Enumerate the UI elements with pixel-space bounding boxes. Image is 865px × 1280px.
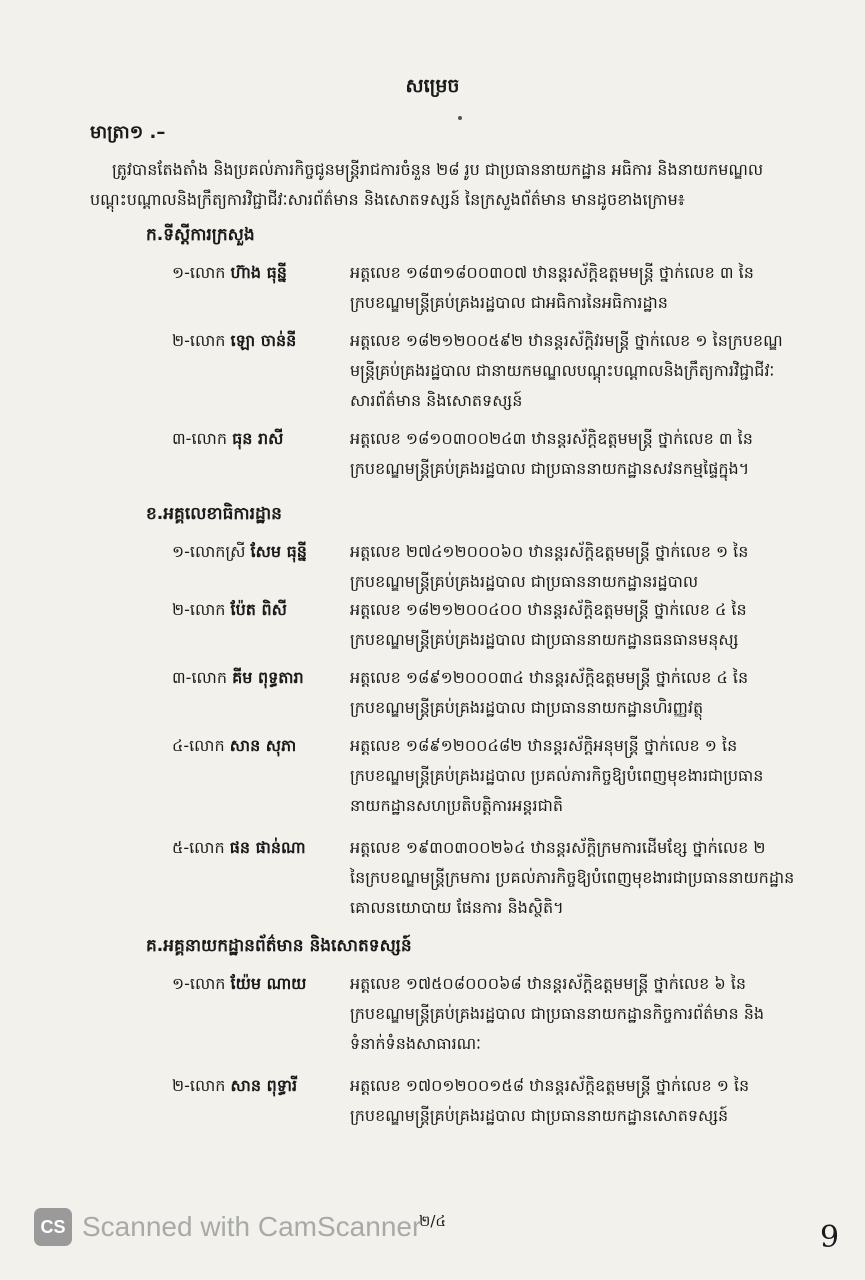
- camscanner-logo-icon: CS: [34, 1208, 72, 1246]
- description-line: ក្របខណ្ឌមន្ត្រីគ្រប់គ្រងរដ្ឋបាល ជាអធិការនៃអធិការដ្ឋាន: [350, 293, 668, 312]
- page-number: ២/៤: [418, 1212, 447, 1230]
- appointment-description: [350, 537, 812, 597]
- person-fullname: ឡោ ចាន់នី: [230, 331, 297, 350]
- section-heading: ខ.អគ្គលេខាធិការដ្ឋាន: [146, 504, 282, 524]
- person-fullname: ធុន រាសី: [232, 429, 284, 448]
- description-line: អត្តលេខ ១៨២១២០០៥៩២ ឋានន្តរស័ក្តិវរមន្ត្រី ថ្នាក់លេខ ១ នៃក្របខណ្ឌ: [350, 331, 783, 350]
- person-prefix: ៥-លោក: [172, 838, 225, 857]
- person-name: [172, 1071, 297, 1101]
- person-prefix: ២-លោក: [172, 1076, 226, 1095]
- person-fullname: សាន សុភា: [229, 736, 297, 755]
- person-name: [172, 537, 307, 567]
- intro-paragraph: [90, 155, 817, 215]
- person-prefix: ១-លោកស្រី: [172, 542, 246, 561]
- person-name: [172, 969, 306, 999]
- person-fullname: ប៉ែត ពិសី: [230, 600, 287, 619]
- description-line: ទំនាក់ទំនងសាធារណៈ: [350, 1034, 482, 1053]
- description-line: អត្តលេខ ១៩៣០៣០០២៦៤ ឋានន្តរស័ក្តិក្រមការដើមខ្សែ ថ្នាក់លេខ ២: [350, 838, 766, 857]
- appointment-description: [350, 595, 812, 655]
- description-line: មន្ត្រីគ្រប់គ្រងរដ្ឋបាល ជានាយកមណ្ឌលបណ្តុះបណ្តាលនិងក្រឹត្យការវិជ្ជាជីវៈ: [350, 361, 775, 380]
- person-prefix: ២-លោក: [172, 600, 226, 619]
- description-line: អត្តលេខ ១៨១០៣០០២៤៣ ឋានន្តរស័ក្តិឧត្តមមន្ត្រី ថ្នាក់លេខ ៣ នៃ: [350, 429, 753, 448]
- person-fullname: ផន ផាន់ណា: [229, 838, 306, 857]
- appointment-description: [350, 258, 812, 318]
- description-line: អត្តលេខ ១៧០១២០០១៥៨ ឋានន្តរស័ក្តិឧត្តមមន្ត្រី ថ្នាក់លេខ ១ នៃ: [350, 1076, 750, 1095]
- description-line: ក្របខណ្ឌមន្ត្រីគ្រប់គ្រងរដ្ឋបាល ជាប្រធាននាយកដ្ឋានសោតទស្សន៍: [350, 1106, 729, 1125]
- person-prefix: ៣-លោក: [172, 668, 227, 687]
- appointment-description: [350, 326, 812, 416]
- person-fullname: សាន ពុទ្ធារី: [230, 1076, 298, 1095]
- camscanner-watermark: [34, 1208, 421, 1246]
- description-line: នាយកដ្ឋានសហប្រតិបត្តិការអន្តរជាតិ: [350, 796, 563, 815]
- description-line: ក្របខណ្ឌមន្ត្រីគ្រប់គ្រងរដ្ឋបាល ជាប្រធាននាយកដ្ឋានរដ្ឋបាល: [350, 572, 699, 591]
- description-line: អត្តលេខ ២៧៤១២០០០៦០ ឋានន្តរស័ក្តិឧត្តមមន្ត្រី ថ្នាក់លេខ ១ នៃ: [350, 542, 749, 561]
- appointment-description: [350, 424, 812, 484]
- person-name: [172, 326, 296, 356]
- section-heading: គ.អគ្គនាយកដ្ឋានព័ត៌មាន និងសោតទស្សន៍: [146, 936, 412, 956]
- document-title: សម្រេច: [405, 75, 460, 97]
- person-fullname: សែម ធុន្នី: [250, 542, 307, 561]
- appointment-description: [350, 663, 812, 723]
- person-name: [172, 258, 287, 288]
- person-name: [172, 833, 306, 863]
- appointment-description: [350, 1071, 812, 1131]
- description-line: អត្តលេខ ១៨២១២០០៤០០ ឋានន្តរស័ក្តិឧត្តមមន្ត្រី ថ្នាក់លេខ ៤ នៃ: [350, 600, 747, 619]
- watermark-text: Scanned with CamScanner: [82, 1211, 422, 1242]
- description-line: អត្តលេខ ១៨៣១៨០០៣០៧ ឋានន្តរស័ក្តិឧត្តមមន្ត្រី ថ្នាក់លេខ ៣ នៃ: [350, 263, 754, 282]
- person-fullname: ហ៊ាង ធុន្នី: [230, 263, 287, 282]
- intro-line: ត្រូវបានតែងតាំង និងប្រគល់ភារកិច្ចជូនមន្ត្រីរាជការចំនួន ២៨ រូប ជាប្រធាននាយកដ្ឋាន អធិការ និងនាយកមណ្ឌល: [112, 160, 764, 179]
- person-prefix: ៤-លោក: [172, 736, 225, 755]
- person-fullname: យ៉ែម ណាយ: [230, 974, 307, 993]
- person-prefix: ១-លោក: [172, 263, 226, 282]
- appointment-description: [350, 969, 812, 1059]
- person-name: [172, 424, 283, 454]
- person-name: [172, 731, 296, 761]
- description-line: ក្របខណ្ឌមន្ត្រីគ្រប់គ្រងរដ្ឋបាល ជាប្រធាននាយកដ្ឋានកិច្ចការព័ត៌មាន និង: [350, 1004, 765, 1023]
- description-line: នៃក្របខណ្ឌមន្ត្រីក្រមការ ប្រគល់ភារកិច្ចឱ្យបំពេញមុខងារជាប្រធាននាយកដ្ឋាន: [350, 868, 795, 887]
- description-line: ក្របខណ្ឌមន្ត្រីគ្រប់គ្រងរដ្ឋបាល ជាប្រធាននាយកដ្ឋានសវនកម្មផ្ទៃក្នុង។: [350, 459, 750, 478]
- article-heading: មាត្រា១ .–: [90, 122, 166, 143]
- person-name: [172, 595, 287, 625]
- description-line: សារព័ត៌មាន និងសោតទស្សន៍: [350, 391, 523, 410]
- person-fullname: គីម ពុទ្ធតារា: [232, 668, 304, 687]
- section-heading: ក.ទីស្តីការក្រសួង: [146, 225, 255, 245]
- person-prefix: ១-លោក: [172, 974, 226, 993]
- handwritten-mark: 9: [820, 1220, 840, 1255]
- description-line: អត្តលេខ ១៨៩១២០០០៣៤ ឋានន្តរស័ក្តិឧត្តមមន្ត្រី ថ្នាក់លេខ ៤ នៃ: [350, 668, 749, 687]
- description-line: ក្របខណ្ឌមន្ត្រីគ្រប់គ្រងរដ្ឋបាល ជាប្រធាននាយកដ្ឋានហិរញ្ញវត្ថុ: [350, 698, 704, 717]
- description-line: ក្របខណ្ឌមន្ត្រីគ្រប់គ្រងរដ្ឋបាល ប្រគល់ភារកិច្ចឱ្យបំពេញមុខងារជាប្រធាន: [350, 766, 764, 785]
- description-line: អត្តលេខ ១៨៩១២០០៤៨២ ឋានន្តរស័ក្តិអនុមន្ត្រី ថ្នាក់លេខ ១ នៃ: [350, 736, 738, 755]
- person-name: [172, 663, 304, 693]
- intro-line: បណ្តុះបណ្តាលនិងក្រឹត្យការវិជ្ជាជីវៈសារព័ត៌មាន និងសោតទស្សន៍ នៃក្រសួងព័ត៌មាន មានដូចខាងក្រោម៖: [90, 190, 685, 209]
- person-prefix: ២-លោក: [172, 331, 226, 350]
- description-line: អត្តលេខ ១៧៥០៨០០០៦៨ ឋានន្តរស័ក្តិឧត្តមមន្ត្រី ថ្នាក់លេខ ៦ នៃ: [350, 974, 747, 993]
- description-line: ក្របខណ្ឌមន្ត្រីគ្រប់គ្រងរដ្ឋបាល ជាប្រធាននាយកដ្ឋានធនធានមនុស្ស: [350, 630, 739, 649]
- scan-speck: [458, 116, 462, 120]
- person-prefix: ៣-លោក: [172, 429, 227, 448]
- appointment-description: [350, 731, 812, 821]
- description-line: គោលនយោបាយ ផែនការ និងស្ថិតិ។: [350, 898, 564, 917]
- appointment-description: [350, 833, 812, 923]
